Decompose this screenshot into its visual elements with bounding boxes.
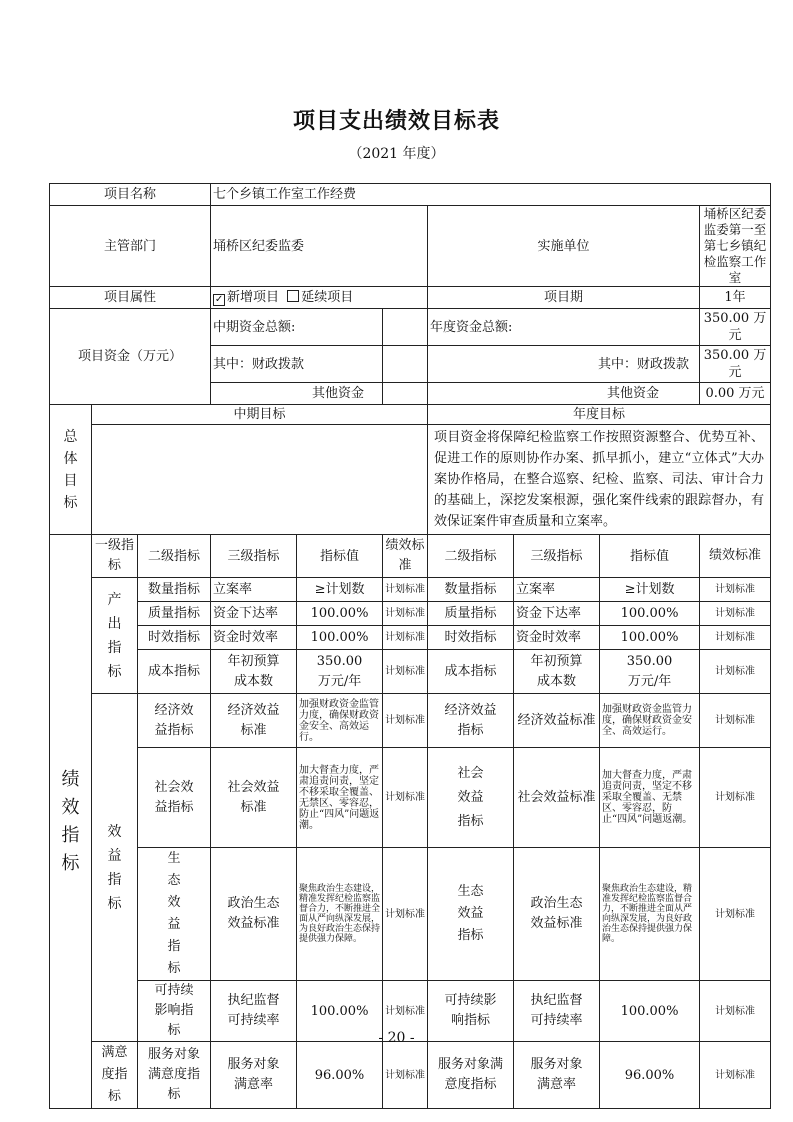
std-cell-b: 计划标准 <box>700 1042 771 1109</box>
mid-fiscal-value <box>383 346 428 383</box>
table-row <box>50 694 771 748</box>
l3-cell: 经济效益标准 <box>211 694 297 748</box>
table-row <box>50 184 771 206</box>
new-project-label: 新增项目 <box>227 290 280 305</box>
perf-label: 绩效指标 <box>50 535 92 1109</box>
l3-cell-b: 经济效益标准 <box>514 694 600 748</box>
l2-cell-b: 生态效益指标 <box>428 848 514 981</box>
l2-cell-b: 经济效益指标 <box>428 694 514 748</box>
value-cell: 加强财政资金监管力度，确保财政资金安全、高效运行。 <box>297 694 383 748</box>
std-cell-b: 计划标准 <box>700 650 771 694</box>
table-row <box>50 578 771 602</box>
value-cell-b: ≥计划数 <box>600 578 700 602</box>
std-cell: 计划标准 <box>383 1042 428 1109</box>
l2-cell: 社会效益指标 <box>138 748 211 848</box>
continue-project-label: 延续项目 <box>301 290 354 305</box>
l2-cell-b: 数量指标 <box>428 578 514 602</box>
l3-cell: 社会效益标准 <box>211 748 297 848</box>
l3-header: 三级指标 <box>211 535 297 578</box>
value-cell: 聚焦政治生态建设，精准发挥纪检监察监督合力，不断推进全面从严向纵深发展，为良好政治生态保持提供强力保障。 <box>297 848 383 981</box>
l2-cell: 时效指标 <box>138 626 211 650</box>
mid-fiscal-label: 其中：财政拨款 <box>211 346 383 383</box>
continue-project-checkbox[interactable] <box>287 290 299 302</box>
annual-total-value: 350.00 万元 <box>700 309 771 346</box>
new-project-checkbox[interactable]: ✓ <box>214 294 224 305</box>
std-cell-b: 计划标准 <box>700 981 771 1042</box>
value-cell: 加大督查力度，严肃追责问责，坚定不移采取全覆盖、无禁区、零容忍，防止“四风”问题返潮。 <box>297 748 383 848</box>
page-number: - 20 - <box>378 1030 415 1046</box>
satisfaction-label: 满意度指标 <box>92 1042 138 1109</box>
l3-cell-b: 社会效益标准 <box>514 748 600 848</box>
std-header-b: 绩效标准 <box>700 535 771 578</box>
l3-cell: 资金时效率 <box>211 626 297 650</box>
l3-cell: 年初预算成本数 <box>211 650 297 694</box>
annual-goal-text: 项目资金将保障纪检监察工作按照资源整合、优势互补、促进工作的原则协作办案、抓早抓小，建立“立体式”大办案协作格局，在整合巡察、纪检、监察、司法、审计合力的基础上，深挖发案根源，强化案件线索的跟踪督办，有效保证案件审查质量和立案率。 <box>428 425 771 535</box>
dept-value: 埇桥区纪委监委 <box>211 206 428 287</box>
l2-cell-b: 社会效益指标 <box>428 748 514 848</box>
value-header-b: 指标值 <box>600 535 700 578</box>
value-cell-b: 350.00万元/年 <box>600 650 700 694</box>
annual-other-value: 0.00 万元 <box>700 383 771 405</box>
annual-other-label: 其他资金 <box>428 383 700 405</box>
std-cell: 计划标准 <box>383 626 428 650</box>
value-cell-b: 加强财政资金监管力度，确保财政资金安全、高效运行。 <box>600 694 700 748</box>
page-title: 项目支出绩效目标表 <box>292 108 500 134</box>
l3-cell-b: 资金下达率 <box>514 602 600 626</box>
value-cell: 350.00万元/年 <box>297 650 383 694</box>
std-cell-b: 计划标准 <box>700 848 771 981</box>
std-cell-b: 计划标准 <box>700 626 771 650</box>
std-cell: 计划标准 <box>383 748 428 848</box>
l3-cell-b: 服务对象满意率 <box>514 1042 600 1109</box>
std-cell-b: 计划标准 <box>700 694 771 748</box>
table-row <box>50 405 771 425</box>
effect-label: 效益指标 <box>92 694 138 1042</box>
table-row <box>50 848 771 981</box>
l3-cell-b: 资金时效率 <box>514 626 600 650</box>
mid-other-label: 其他资金 <box>211 383 383 405</box>
table-row <box>50 1042 771 1109</box>
page-subtitle: （2021 年度） <box>348 146 445 162</box>
table-row <box>50 425 771 535</box>
mid-goal-text <box>92 425 428 535</box>
table-row <box>50 206 771 287</box>
mid-other-value <box>383 383 428 405</box>
period-label: 项目期 <box>428 287 700 309</box>
l3-cell-b: 年初预算成本数 <box>514 650 600 694</box>
l2-cell: 可持续影响指标 <box>138 981 211 1042</box>
project-name-label: 项目名称 <box>50 184 211 206</box>
attr-label: 项目属性 <box>50 287 211 309</box>
dept-label: 主管部门 <box>50 206 211 287</box>
l2-cell: 服务对象满意度指标 <box>138 1042 211 1109</box>
std-header: 绩效标准 <box>383 535 428 578</box>
mid-goal-header: 中期目标 <box>92 405 428 425</box>
performance-table <box>49 183 771 1109</box>
std-cell-b: 计划标准 <box>700 578 771 602</box>
value-cell-b: 100.00% <box>600 626 700 650</box>
annual-total-label: 年度资金总额: <box>428 309 700 346</box>
value-cell-b: 加大督查力度，严肃追责问责，坚定不移采取全覆盖、无禁区、零容忍，防止“四风”问题返潮。 <box>600 748 700 848</box>
l3-cell: 执纪监督可持续率 <box>211 981 297 1042</box>
l2-cell: 质量指标 <box>138 602 211 626</box>
l2-cell-b: 可持续影响指标 <box>428 981 514 1042</box>
std-cell-b: 计划标准 <box>700 748 771 848</box>
table-row <box>50 287 771 309</box>
annual-fiscal-value: 350.00 万元 <box>700 346 771 383</box>
std-cell: 计划标准 <box>383 650 428 694</box>
table-row <box>50 650 771 694</box>
table-row <box>50 309 771 346</box>
value-cell-b: 100.00% <box>600 981 700 1042</box>
l3-cell-b: 执纪监督可持续率 <box>514 981 600 1042</box>
attr-options <box>211 287 428 309</box>
std-cell: 计划标准 <box>383 602 428 626</box>
unit-value: 埇桥区纪委监委第一至第七乡镇纪检监察工作室 <box>700 206 771 287</box>
annual-goal-header: 年度目标 <box>428 405 771 425</box>
l2-header-b: 二级指标 <box>428 535 514 578</box>
table-row <box>50 602 771 626</box>
l1-header: 一级指标 <box>92 535 138 578</box>
value-cell-b: 100.00% <box>600 602 700 626</box>
mid-total-label: 中期资金总额: <box>211 309 383 346</box>
l3-cell: 立案率 <box>211 578 297 602</box>
l3-cell: 资金下达率 <box>211 602 297 626</box>
table-row <box>50 748 771 848</box>
std-cell-b: 计划标准 <box>700 602 771 626</box>
l2-cell-b: 时效指标 <box>428 626 514 650</box>
std-cell: 计划标准 <box>383 694 428 748</box>
l2-cell-b: 成本指标 <box>428 650 514 694</box>
value-cell: ≥计划数 <box>297 578 383 602</box>
std-cell: 计划标准 <box>383 848 428 981</box>
l3-cell-b: 立案率 <box>514 578 600 602</box>
l3-cell: 服务对象满意率 <box>211 1042 297 1109</box>
value-header: 指标值 <box>297 535 383 578</box>
l2-cell-b: 质量指标 <box>428 602 514 626</box>
goals-label: 总体目标 <box>50 405 92 535</box>
value-cell: 100.00% <box>297 626 383 650</box>
value-cell: 96.00% <box>297 1042 383 1109</box>
l3-cell-b: 政治生态效益标准 <box>514 848 600 981</box>
l2-cell: 生态效益指标 <box>138 848 211 981</box>
value-cell: 100.00% <box>297 981 383 1042</box>
std-cell: 计划标准 <box>383 578 428 602</box>
period-value: 1年 <box>700 287 771 309</box>
l2-header: 二级指标 <box>138 535 211 578</box>
value-cell-b: 聚焦政治生态建设，精准发挥纪检监察监督合力，不断推进全面从严向纵深发展，为良好政治生态保持提供强力保障。 <box>600 848 700 981</box>
table-row <box>50 535 771 578</box>
table-row <box>50 626 771 650</box>
l2-cell: 成本指标 <box>138 650 211 694</box>
mid-total-value <box>383 309 428 346</box>
l2-cell-b: 服务对象满意度指标 <box>428 1042 514 1109</box>
value-cell: 100.00% <box>297 602 383 626</box>
project-name-value: 七个乡镇工作室工作经费 <box>211 184 771 206</box>
annual-fiscal-label: 其中：财政拨款 <box>428 346 700 383</box>
l3-header-b: 三级指标 <box>514 535 600 578</box>
std-cell: 计划标准 <box>383 981 428 1042</box>
output-label: 产出指标 <box>92 578 138 694</box>
l2-cell: 经济效益指标 <box>138 694 211 748</box>
unit-label: 实施单位 <box>428 206 700 287</box>
value-cell-b: 96.00% <box>600 1042 700 1109</box>
l3-cell: 政治生态效益标准 <box>211 848 297 981</box>
l2-cell: 数量指标 <box>138 578 211 602</box>
funds-label: 项目资金（万元） <box>50 309 211 405</box>
